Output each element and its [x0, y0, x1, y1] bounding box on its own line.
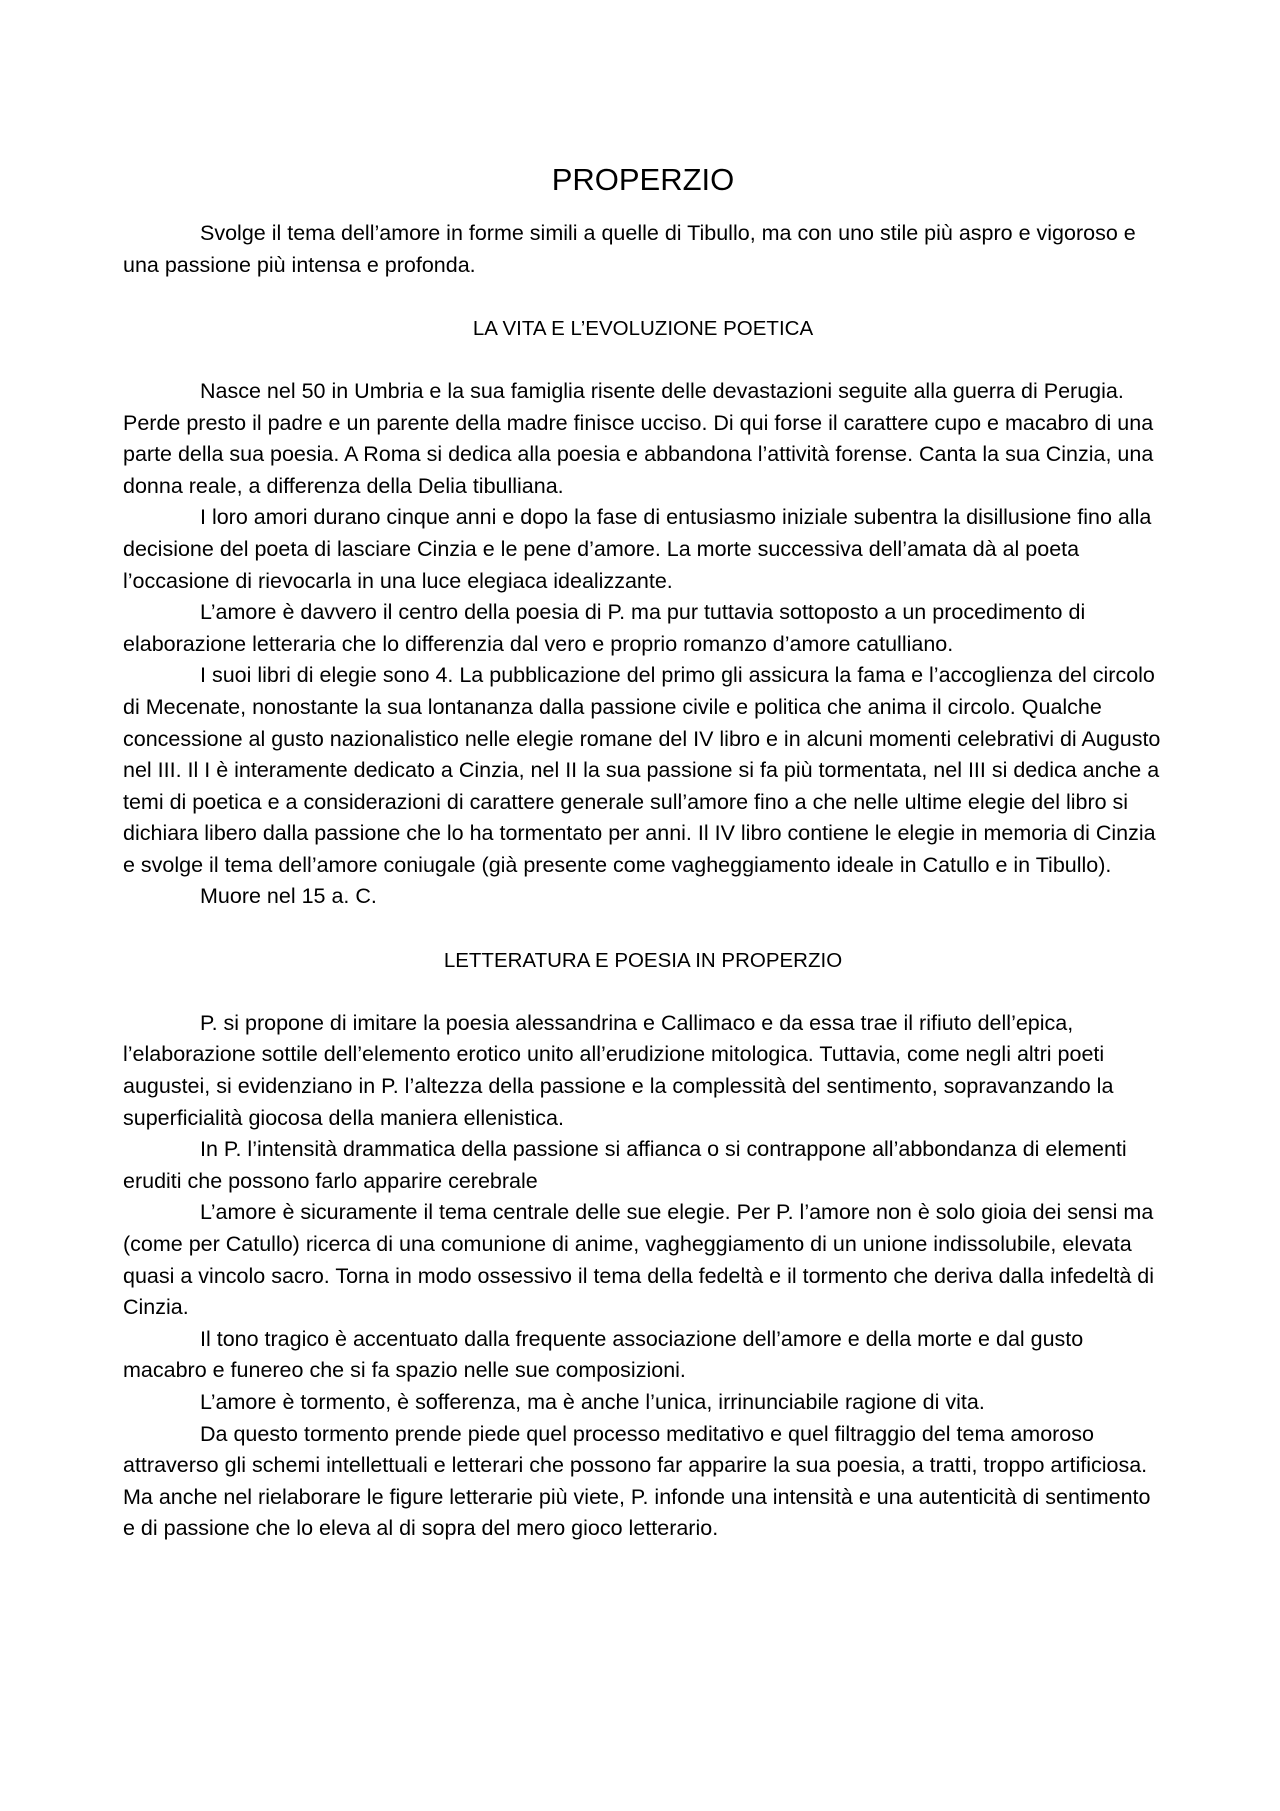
- document-body: [123, 160, 1163, 1545]
- section-vita-paragraph: Muore nel 15 a. C.: [200, 884, 377, 909]
- section-letteratura-paragraph: In P. l’intensità drammatica della passione si affianca o si contrappone all’abbondanza di elementi eruditi che possono farlo apparire cerebrale: [123, 1137, 1127, 1193]
- section-vita-paragraph: L’amore è davvero il centro della poesia di P. ma pur tuttavia sottoposto a un procedimento di elaborazione letteraria che lo differenzia dal vero e proprio romanzo d’amore catulliano.: [123, 600, 1086, 656]
- document-title: PROPERZIO: [551, 162, 735, 197]
- intro-paragraph: Svolge il tema dell’amore in forme simili a quelle di Tibullo, ma con uno stile più aspro e vigoroso e una passione più intensa e profonda.: [123, 221, 1136, 277]
- section-letteratura-paragraph: Il tono tragico è accentuato dalla frequente associazione dell’amore e della morte e dal gusto macabro e funereo che si fa spazio nelle sue composizioni.: [123, 1326, 1084, 1383]
- section-letteratura-paragraph: Da questo tormento prende piede quel processo meditativo e quel filtraggio del tema amoroso attraverso gli schemi intellettuali e letterari che possono far apparire la sua poesia, a tratti, troppo artificiosa. Ma anche nel rielaborare le figure letterarie più viete, P. infonde una intensità e una autenticità di sentimento e di passione che lo eleva al di sopra del mero gioco letterario.: [123, 1421, 1151, 1541]
- section-letteratura-paragraph: L’amore è sicuramente il tema centrale delle sue elegie. Per P. l’amore non è solo gioia dei sensi ma (come per Catullo) ricerca di una comunione di anime, vagheggiamento di un unione indissolubile, elevata quasi a vincolo sacro. Torna in modo ossessivo il tema della fedeltà e il tormento che deriva dalla infedeltà di Cinzia.: [123, 1200, 1154, 1320]
- section-vita-paragraph: I suoi libri di elegie sono 4. La pubblicazione del primo gli assicura la fama e l’accoglienza del circolo di Mecenate, nonostante la sua lontananza dalla passione civile e politica che anima il circolo. Qualche concessione al gusto nazionalistico nelle elegie romane del IV libro e in alcuni momenti celebrativi di Augusto nel III. Il I è interamente dedicato a Cinzia, nel II la sua passione si fa più tormentata, nel III si dedica anche a temi di poetica e a considerazioni di carattere generale sull’amore fino a che nelle ultime elegie del libro si dichiara libero dalla passione che lo ha tormentato per anni. Il IV libro contiene le elegie in memoria di Cinzia e svolge il tema dell’amore coniugale (già presente come vagheggiamento ideale in Catullo e in Tibullo).: [123, 663, 1161, 877]
- section-heading-letteratura: LETTERATURA E POESIA IN PROPERZIO: [443, 948, 843, 972]
- section-letteratura-paragraph: P. si propone di imitare la poesia alessandrina e Callimaco e da essa trae il rifiuto dell’epica, l’elaborazione sottile dell’elemento erotico unito all’erudizione mitologica. Tuttavia, come negli altri poeti augustei, si evidenziano in P. l’altezza della passione e la complessità del sentimento, sopravanzando la superficialità giocosa della maniera ellenistica.: [123, 1010, 1114, 1130]
- section-heading-vita: LA VITA E L’EVOLUZIONE POETICA: [472, 316, 814, 340]
- section-vita-paragraph: Nasce nel 50 in Umbria e la sua famiglia risente delle devastazioni seguite alla guerra di Perugia. Perde presto il padre e un parente della madre finisce ucciso. Di qui forse il carattere cupo e macabro di una parte della sua poesia. A Roma si dedica alla poesia e abbandona l’attività forense. Canta la sua Cinzia, una donna reale, a differenza della Delia tibulliana.: [123, 378, 1154, 498]
- section-letteratura-paragraph: L’amore è tormento, è sofferenza, ma è anche l’unica, irrinunciabile ragione di vita.: [200, 1389, 985, 1414]
- section-vita-paragraph: I loro amori durano cinque anni e dopo la fase di entusiasmo iniziale subentra la disillusione fino alla decisione del poeta di lasciare Cinzia e le pene d’amore. La morte successiva dell’amata dà al poeta l’occasione di rievocarla in una luce elegiaca idealizzante.: [123, 505, 1152, 593]
